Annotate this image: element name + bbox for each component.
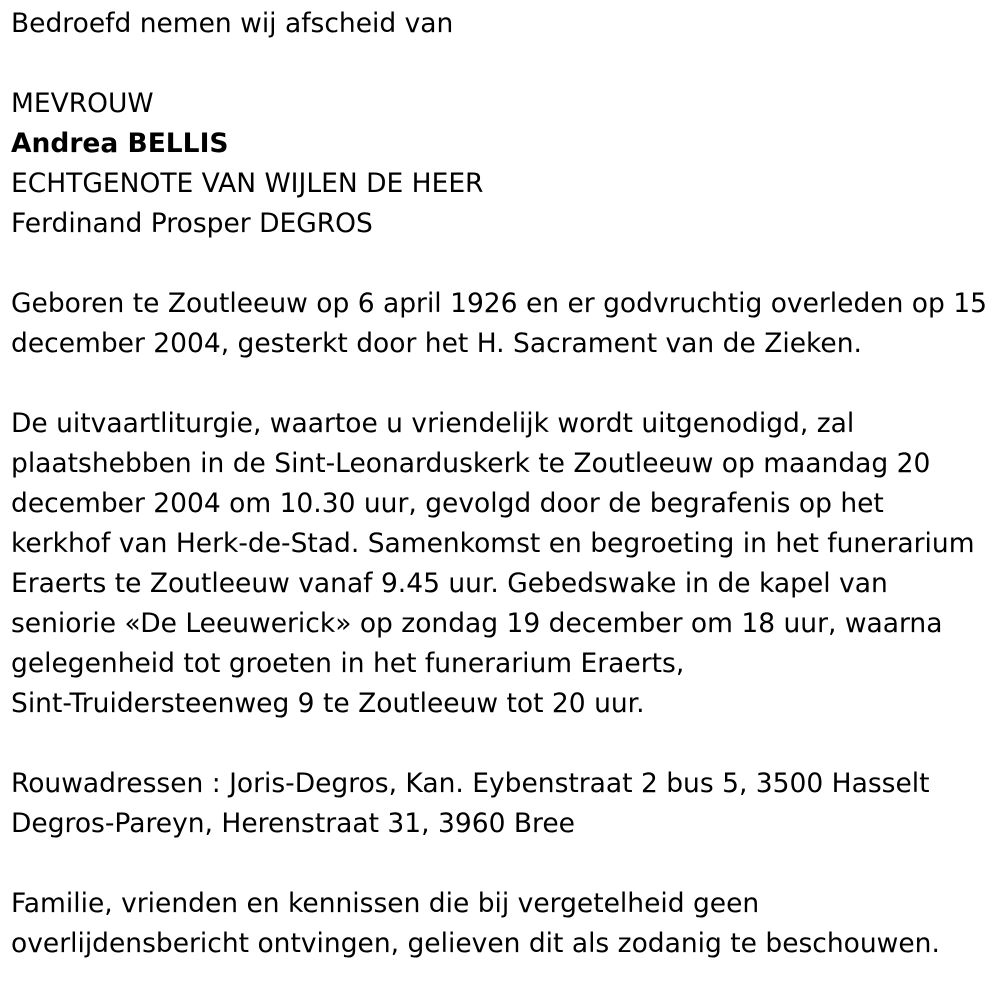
spacer xyxy=(11,844,991,884)
paragraph-line: plaatshebben in de Sint-Leonarduskerk te Zoutleeuw op maandag 20 xyxy=(11,448,931,479)
spouse-name: Ferdinand Prosper DEGROS xyxy=(11,208,373,239)
relation-line: ECHTGENOTE VAN WIJLEN DE HEER xyxy=(11,168,484,199)
spacer xyxy=(11,244,991,284)
paragraph-line: Rouwadressen : Joris-Degros, Kan. Eybenstraat 2 bus 5, 3500 Hasselt xyxy=(11,768,930,799)
deceased-name: Andrea BELLIS xyxy=(11,128,229,159)
addresses-paragraph xyxy=(11,764,991,844)
paragraph-line: Sint-Truidersteenweg 9 te Zoutleeuw tot 20 uur. xyxy=(11,688,645,719)
spacer xyxy=(11,44,991,84)
intro-line: Bedroefd nemen wij afscheid van xyxy=(11,8,454,39)
title-line: MEVROUW xyxy=(11,88,154,119)
closing-paragraph xyxy=(11,884,991,964)
spacer xyxy=(11,724,991,764)
paragraph-line: seniorie «De Leeuwerick» op zondag 19 december om 18 uur, waarna xyxy=(11,608,943,639)
paragraph-line: kerkhof van Herk-de-Stad. Samenkomst en begroeting in het funerarium xyxy=(11,528,975,559)
birth-death-paragraph xyxy=(11,284,991,364)
paragraph-line: gelegenheid tot groeten in het funerarium Eraerts, xyxy=(11,648,685,679)
paragraph-line: Degros-Pareyn, Herenstraat 31, 3960 Bree xyxy=(11,808,575,839)
paragraph-line: De uitvaartliturgie, waartoe u vriendelijk wordt uitgenodigd, zal xyxy=(11,408,855,439)
paragraph-line: Familie, vrienden en kennissen die bij vergetelheid geen xyxy=(11,888,760,919)
funeral-paragraph xyxy=(11,404,991,724)
paragraph-line: Eraerts te Zoutleeuw vanaf 9.45 uur. Gebedswake in de kapel van xyxy=(11,568,888,599)
death-notice xyxy=(11,4,991,964)
spacer xyxy=(11,364,991,404)
paragraph-line: december 2004, gesterkt door het H. Sacrament van de Zieken. xyxy=(11,328,862,359)
paragraph-line: overlijdensbericht ontvingen, gelieven dit als zodanig te beschouwen. xyxy=(11,928,940,959)
paragraph-line: Geboren te Zoutleeuw op 6 april 1926 en er godvruchtig overleden op 15 xyxy=(11,288,987,319)
paragraph-line: december 2004 om 10.30 uur, gevolgd door de begrafenis op het xyxy=(11,488,884,519)
